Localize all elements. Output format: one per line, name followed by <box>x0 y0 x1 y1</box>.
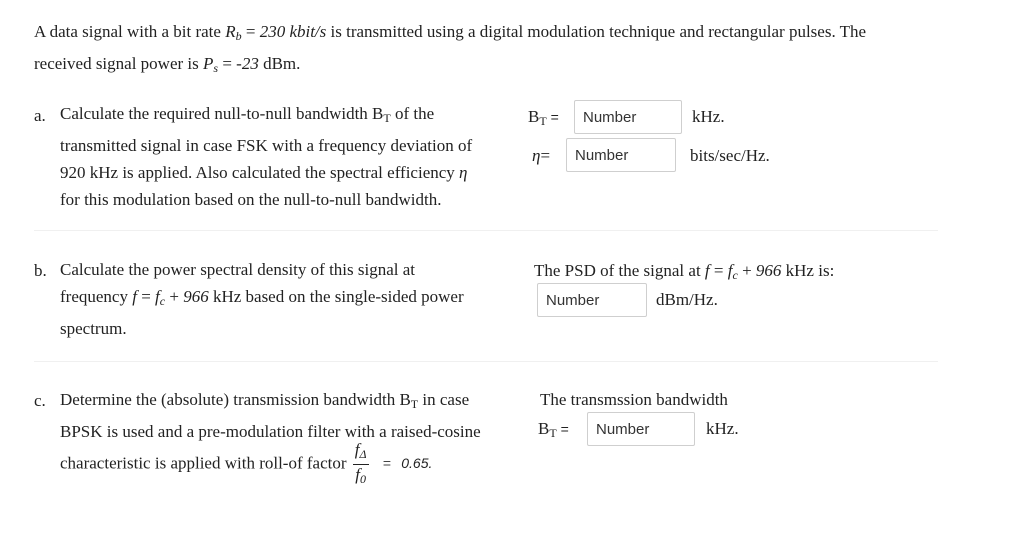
equals-sign: = <box>540 146 551 165</box>
spectral-efficiency-input[interactable] <box>566 138 676 172</box>
equals-sign: = <box>241 22 260 41</box>
psd-answer-label <box>534 261 834 283</box>
equals-sign: = <box>546 109 559 125</box>
bt-subscript: T <box>549 426 557 440</box>
problem-intro <box>34 18 994 82</box>
bt-answer-label-a <box>528 107 559 129</box>
power-symbol: P <box>203 54 214 73</box>
fraction-denominator: f <box>355 465 361 484</box>
f-symbol: f <box>704 261 710 280</box>
bitrate-symbol: R <box>225 22 236 41</box>
eta-symbol: η <box>459 163 468 182</box>
question-b-text <box>60 256 510 342</box>
bt-symbol: B <box>528 107 540 126</box>
bandwidth-input-c[interactable] <box>587 412 695 446</box>
question-c-text <box>60 386 520 445</box>
intro-text: dBm. <box>258 54 301 73</box>
question-a-line: kHz is applied. Also calculated the spectral efficiency <box>85 163 460 182</box>
intro-text: A data signal with a bit rate <box>34 22 226 41</box>
fc-symbol: f <box>155 287 160 306</box>
freq-offset-value: 966 <box>755 261 782 280</box>
bt-unit-c: kHz. <box>706 419 739 438</box>
question-c-line: in case <box>418 390 470 409</box>
question-a-text <box>60 100 510 213</box>
eta-symbol: η <box>532 146 541 165</box>
bitrate-subscript: b <box>235 29 242 43</box>
rolloff-fraction <box>353 440 369 489</box>
question-a-line: Calculate the required null-to-null bandwidth B <box>60 104 384 123</box>
question-a-label: a. <box>34 106 46 125</box>
power-subscript: s <box>213 61 219 75</box>
equals-sign: = <box>556 421 569 437</box>
eta-answer-label <box>532 146 550 166</box>
rolloff-value: 0.65. <box>401 455 433 472</box>
power-value: -23 <box>236 54 259 73</box>
question-b-line: Calculate the power spectral density of this signal at <box>60 260 416 279</box>
intro-line-2 <box>34 54 300 73</box>
bitrate-value: 230 kbit/s <box>259 22 327 41</box>
question-c-line: Determine the (absolute) transmission bandwidth B <box>60 390 411 409</box>
eta-unit: bits/sec/Hz. <box>690 146 770 165</box>
f-symbol: f <box>132 287 137 306</box>
psd-label-text: kHz is: <box>781 261 835 280</box>
intro-text: received signal power is <box>34 54 203 73</box>
question-a-line: for this modulation based on the null-to-null bandwidth. <box>60 190 442 209</box>
question-c-label: c. <box>34 391 46 410</box>
fc-symbol: f <box>727 261 733 280</box>
divider <box>34 230 938 231</box>
question-c-line: characteristic is applied with roll-of factor <box>60 453 351 473</box>
bt-symbol: B <box>538 419 550 438</box>
question-b-line: spectrum. <box>60 319 127 338</box>
bandwidth-input-a[interactable] <box>574 100 682 134</box>
freq-offset-value: 966 <box>183 287 209 306</box>
rolloff-expression <box>60 440 432 489</box>
psd-input[interactable] <box>537 283 647 317</box>
question-b-line: kHz based on the single-sided power <box>208 287 464 306</box>
bt-subscript: T <box>539 114 547 128</box>
question-a-line: transmitted signal in case FSK with a frequency deviation of <box>60 136 473 155</box>
question-c-line: BPSK is used and a pre-modulation filter with a raised-cosine <box>60 422 481 441</box>
zero-subscript: 0 <box>360 472 367 486</box>
bt-subscript: T <box>383 111 391 125</box>
equals-sign: = <box>382 455 391 472</box>
fc-subscript: c <box>732 268 738 282</box>
question-b-line: frequency <box>60 287 133 306</box>
bt-subscript: T <box>410 397 419 411</box>
equals-sign: = <box>136 287 156 306</box>
plus-sign: + <box>737 261 756 280</box>
fraction-numerator: f <box>354 440 360 459</box>
psd-unit: dBm/Hz. <box>656 290 718 309</box>
bt-answer-label-c <box>538 419 569 441</box>
question-b-label: b. <box>34 261 47 280</box>
intro-text: is transmitted using a digital modulation technique and rectangular pulses. The <box>326 22 867 41</box>
question-a-line: of the <box>390 104 435 123</box>
delta-subscript: Δ <box>359 447 367 461</box>
intro-line-1 <box>34 22 866 41</box>
equals-sign: = <box>709 261 728 280</box>
bandwidth-answer-title: The transmssion bandwidth <box>540 390 728 409</box>
bt-unit-a: kHz. <box>692 107 725 126</box>
equals-sign: = <box>218 54 237 73</box>
fc-subscript: c <box>159 294 166 308</box>
psd-label-text: The PSD of the signal at <box>534 261 705 280</box>
divider <box>34 361 938 362</box>
freq-deviation-value: 920 <box>60 163 86 182</box>
plus-sign: + <box>165 287 184 306</box>
